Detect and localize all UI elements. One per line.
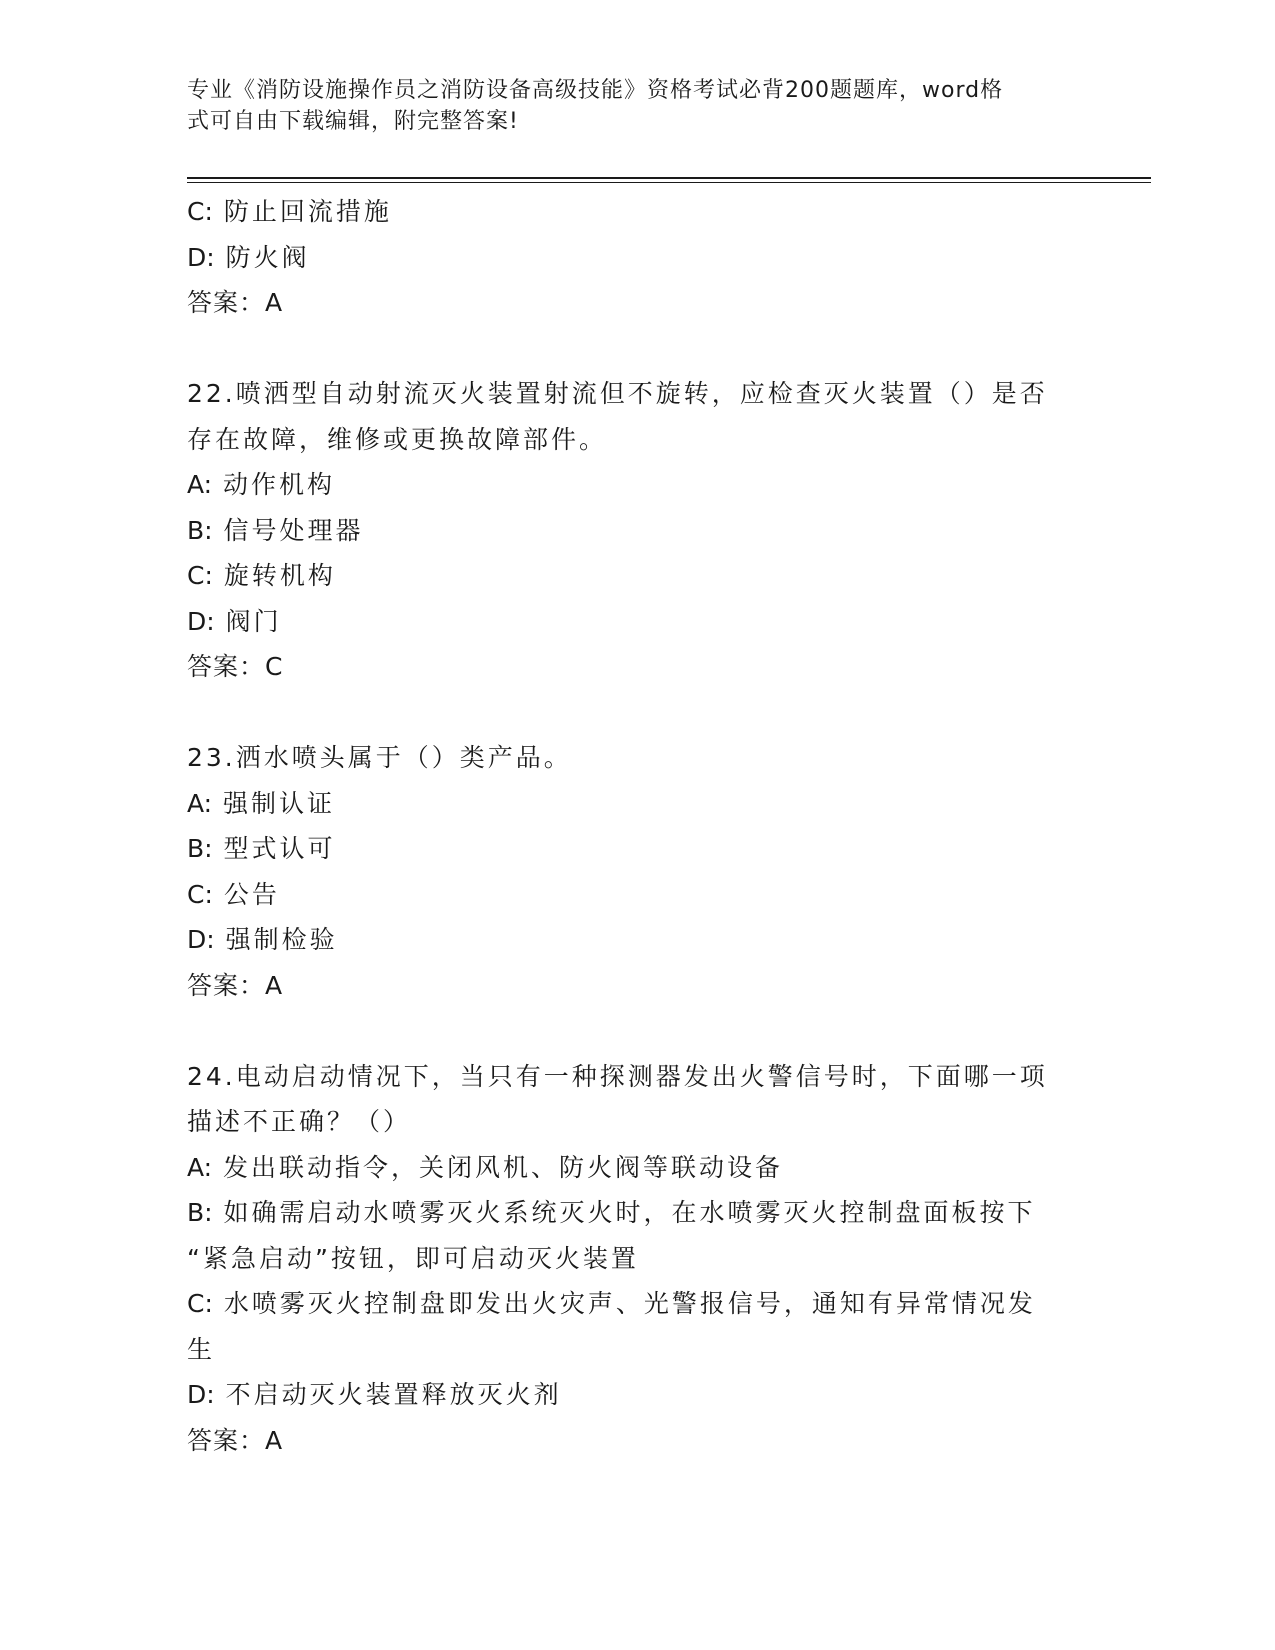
option-text: 不启动灭火装置释放灭火剂: [225, 1380, 562, 1409]
question-stem-line: 24.电动启动情况下，当只有一种探测器发出火警信号时，下面哪一项: [187, 1061, 1048, 1091]
option-text: 型式认可: [223, 834, 336, 863]
option-key: D:: [187, 925, 215, 954]
option-text: 防火阀: [225, 242, 310, 272]
option-text: 强制认证: [223, 788, 336, 818]
option-key: C:: [187, 879, 213, 909]
spacer: [187, 326, 1067, 372]
question-24: [187, 1054, 1067, 1464]
answer-line: 答案：A: [187, 288, 284, 317]
spacer: [187, 1008, 1067, 1054]
header-line-1: 专业《消防设施操作员之消防设备高级技能》资格考试必背200题题库，word格: [187, 78, 1004, 103]
document-header: [187, 75, 1067, 137]
option-b: [187, 1190, 1067, 1236]
option-c: [187, 553, 1067, 599]
answer-line: 答案：A: [187, 970, 284, 1000]
option-text: 如确需启动水喷雾灭火系统灭火时，在水喷雾灭火控制盘面板按下: [223, 1198, 1036, 1227]
option-key: D:: [187, 606, 215, 636]
option-d: [187, 917, 1067, 963]
option-key: C:: [187, 197, 213, 226]
question-stem-line: 描述不正确？（）: [187, 1107, 412, 1136]
question-23: [187, 735, 1067, 1008]
option-d: [187, 235, 1067, 281]
option-d: [187, 1372, 1067, 1418]
question-stem-line: 存在故障，维修或更换故障部件。: [187, 424, 608, 454]
spacer: [187, 690, 1067, 736]
header-rule-thin: [187, 182, 1151, 183]
answer-line: 答案：C: [187, 652, 284, 681]
option-key: A:: [187, 1152, 213, 1182]
option-continuation: “紧急启动”按钮，即可启动灭火装置: [187, 1243, 639, 1273]
option-key: A:: [187, 788, 213, 818]
option-text: 防止回流措施: [223, 197, 392, 226]
option-b: [187, 826, 1067, 872]
question-stem-line: 22.喷洒型自动射流灭火装置射流但不旋转，应检查灭火装置（）是否: [187, 379, 1048, 408]
option-c: [187, 872, 1067, 918]
carryover-block: [187, 189, 1067, 326]
question-22: [187, 371, 1067, 690]
option-c: [187, 189, 1067, 235]
header-line-2: 式可自由下载编辑，附完整答案!: [187, 109, 519, 134]
option-c: [187, 1281, 1067, 1327]
option-text: 水喷雾灭火控制盘即发出火灾声、光警报信号，通知有异常情况发: [223, 1289, 1036, 1318]
option-a: [187, 462, 1067, 508]
option-text: 强制检验: [225, 925, 338, 954]
option-text: 动作机构: [223, 470, 336, 499]
option-key: B:: [187, 515, 213, 545]
option-text: 发出联动指令，关闭风机、防火阀等联动设备: [223, 1152, 784, 1182]
option-key: B:: [187, 834, 213, 863]
question-list: [187, 189, 1067, 1463]
option-key: A:: [187, 470, 213, 499]
option-key: C:: [187, 1289, 213, 1318]
option-key: D:: [187, 1380, 215, 1409]
option-text: 阀门: [225, 606, 282, 636]
option-text: 信号处理器: [223, 515, 364, 545]
header-rule-thick: [187, 177, 1151, 179]
option-text: 旋转机构: [223, 561, 336, 590]
option-d: [187, 599, 1067, 645]
option-continuation: 生: [187, 1334, 216, 1364]
option-key: D:: [187, 242, 215, 272]
option-key: C:: [187, 561, 213, 590]
option-text: 公告: [223, 879, 280, 909]
option-a: [187, 1145, 1067, 1191]
option-key: B:: [187, 1198, 213, 1227]
answer-line: 答案：A: [187, 1425, 284, 1455]
option-a: [187, 781, 1067, 827]
question-stem-line: 23.洒水喷头属于（）类产品。: [187, 743, 572, 772]
option-b: [187, 508, 1067, 554]
